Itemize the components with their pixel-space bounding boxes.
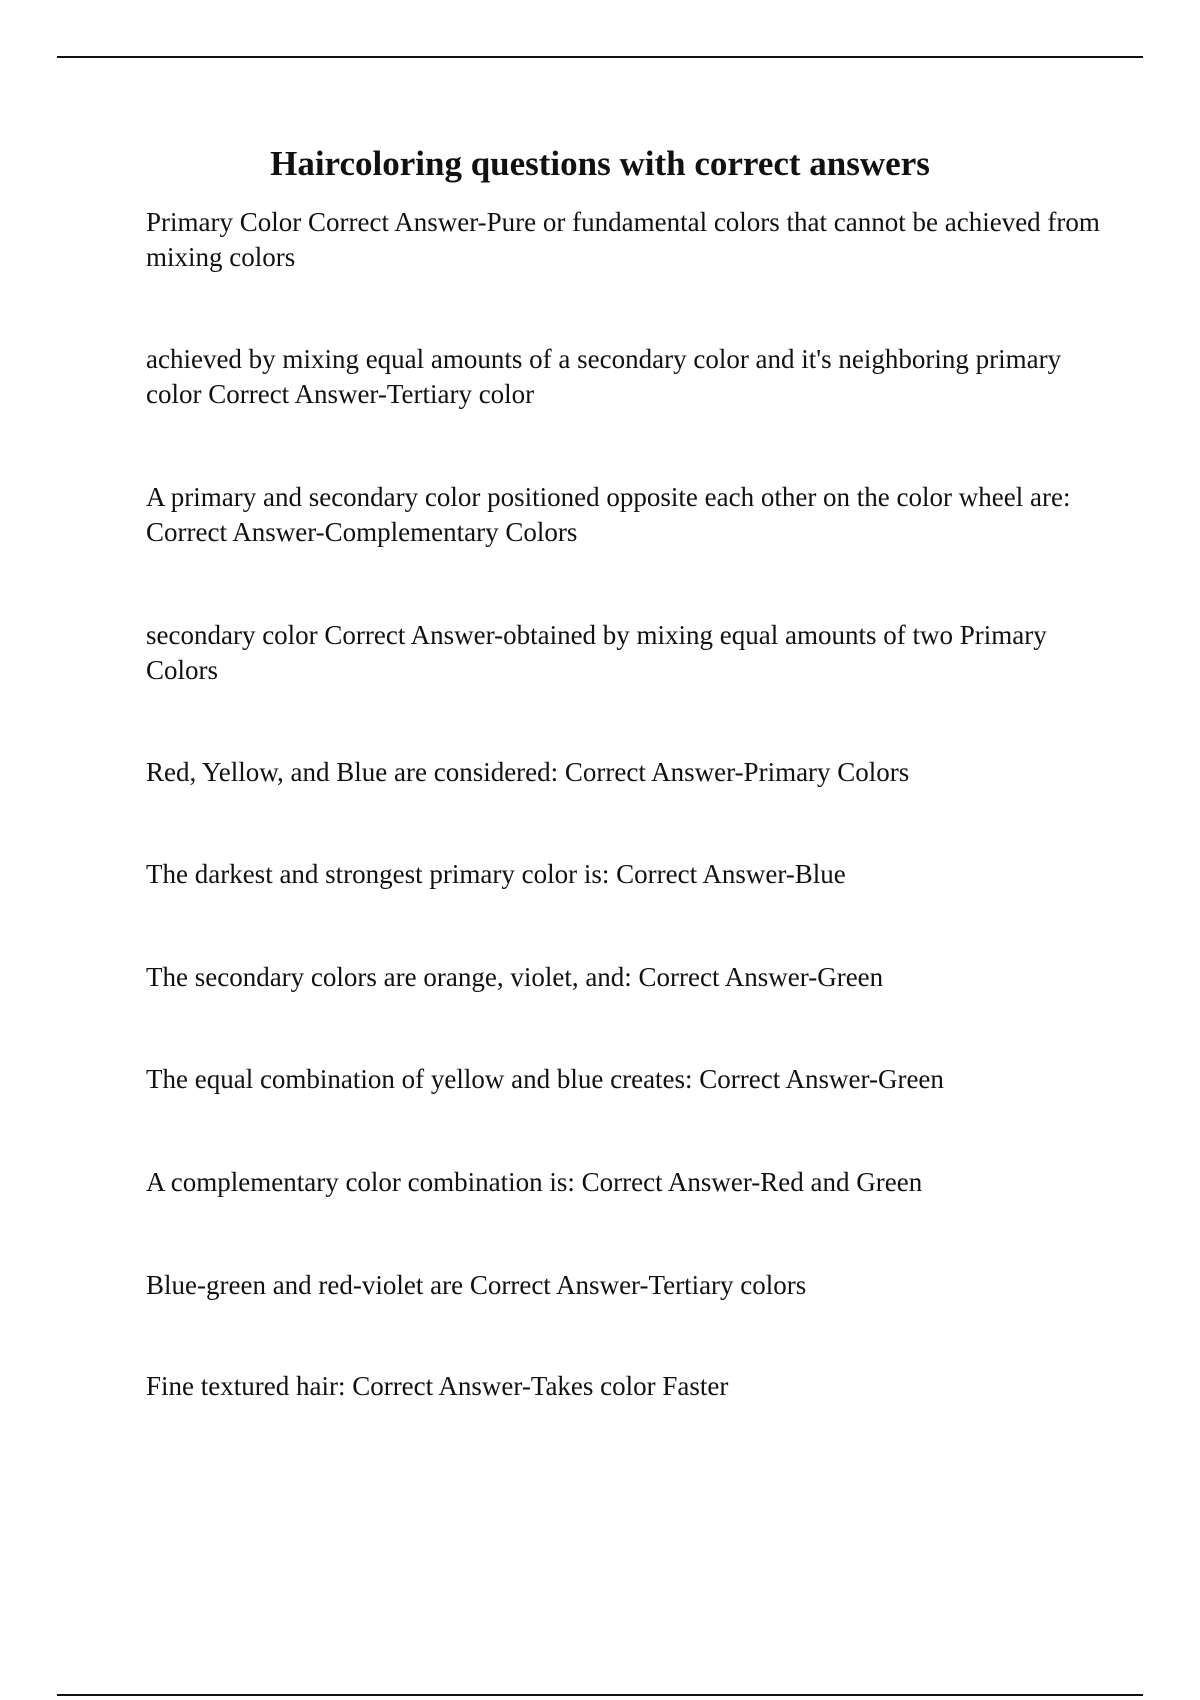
top-rule — [57, 56, 1143, 58]
qa-item: A primary and secondary color positioned opposite each other on the color wheel are: Correct Answer-Complementary Colors — [146, 482, 1071, 547]
qa-item: secondary color Correct Answer-obtained by mixing equal amounts of two Primary Colors — [146, 620, 1047, 685]
qa-item: achieved by mixing equal amounts of a secondary color and it's neighboring primary color Correct Answer-Tertiary color — [146, 344, 1062, 409]
qa-item: The secondary colors are orange, violet, and: Correct Answer-Green — [146, 962, 884, 992]
qa-item: A complementary color combination is: Correct Answer-Red and Green — [146, 1167, 923, 1197]
qa-item: Primary Color Correct Answer-Pure or fundamental colors that cannot be achieved from mixing colors — [146, 207, 1100, 272]
bottom-rule — [57, 1694, 1143, 1696]
qa-item: The equal combination of yellow and blue creates: Correct Answer-Green — [146, 1064, 944, 1094]
document-title: Haircoloring questions with correct answers — [270, 144, 930, 183]
qa-item: Fine textured hair: Correct Answer-Takes color Faster — [146, 1371, 729, 1401]
qa-item: Blue-green and red-violet are Correct Answer-Tertiary colors — [146, 1270, 807, 1300]
qa-item: The darkest and strongest primary color is: Correct Answer-Blue — [146, 859, 846, 889]
qa-item: Red, Yellow, and Blue are considered: Correct Answer-Primary Colors — [146, 757, 910, 787]
